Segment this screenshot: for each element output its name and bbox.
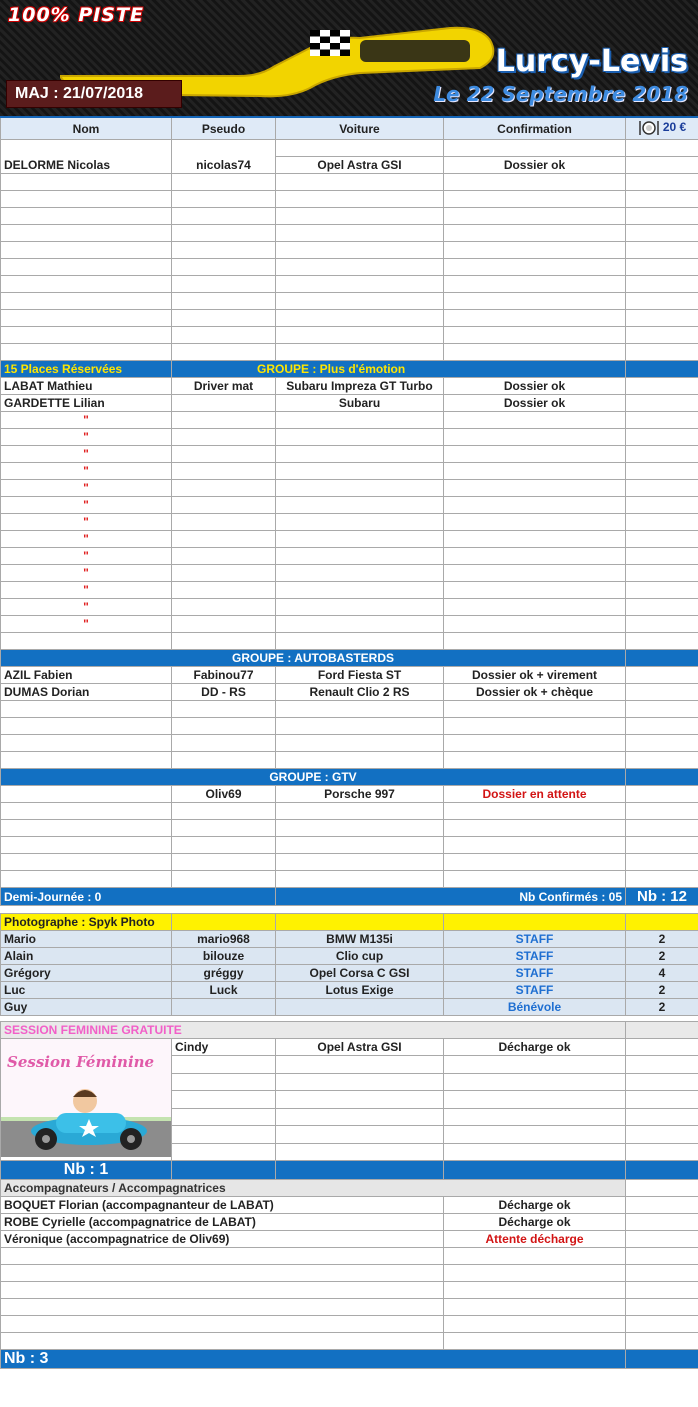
- ditto-mark: ": [1, 514, 172, 531]
- table-row: [1, 667, 698, 684]
- cell-pseudo: nicolas74: [172, 157, 276, 174]
- cell-pseudo: Cindy: [172, 1039, 276, 1056]
- cell-voiture: Ford Fiesta ST: [276, 667, 444, 684]
- cell-voiture: Opel Astra GSI: [276, 1039, 444, 1056]
- feminine-session-header: [1, 1022, 698, 1039]
- companions-count: Nb : 3: [1, 1350, 626, 1369]
- cell-nom: Véronique (accompagnatrice de Oliv69): [1, 1231, 444, 1248]
- photographer: Photographe : Spyk Photo: [1, 914, 172, 931]
- header-voiture: Voiture: [276, 117, 444, 140]
- cell-count: 2: [626, 948, 698, 965]
- table-row: [1, 1214, 698, 1231]
- car-cartoon-icon: [1, 1039, 171, 1157]
- ditto-mark: ": [1, 412, 172, 429]
- table-row: [1, 157, 698, 174]
- ditto-mark: ": [1, 480, 172, 497]
- header-price: [626, 117, 698, 140]
- cell-nom: DELORME Nicolas: [1, 157, 172, 174]
- cell-count: 2: [626, 999, 698, 1016]
- registration-table: [0, 116, 698, 1369]
- header-confirmation: Confirmation: [444, 117, 626, 140]
- reserved-places: 15 Places Réservées: [1, 361, 172, 378]
- update-date: MAJ : 21/07/2018: [6, 80, 182, 108]
- cell-nom: Grégory: [1, 965, 172, 982]
- header-nom: Nom: [1, 117, 172, 140]
- cell-confirmation: Attente décharge: [444, 1231, 626, 1248]
- cell-pseudo: DD - RS: [172, 684, 276, 701]
- feminine-logo-text: Session Féminine: [7, 1053, 155, 1071]
- feminine-title: SESSION FEMININE GRATUITE: [1, 1022, 626, 1039]
- staff-row: [1, 931, 698, 948]
- table-row: [1, 395, 698, 412]
- event-date: Le 22 Septembre 2018: [433, 82, 688, 106]
- table-row: [1, 1231, 698, 1248]
- cell-confirmation: Dossier ok: [444, 157, 626, 174]
- cell-pseudo: mario968: [172, 931, 276, 948]
- cell-voiture: Subaru Impreza GT Turbo: [276, 378, 444, 395]
- photographer-row: [1, 914, 698, 931]
- cell-pseudo: Luck: [172, 982, 276, 999]
- staff-row: [1, 948, 698, 965]
- cell-confirmation: Dossier en attente: [444, 786, 626, 803]
- cell-confirmation: Décharge ok: [444, 1039, 626, 1056]
- cell-confirmation: STAFF: [444, 982, 626, 999]
- ditto-mark: ": [1, 463, 172, 480]
- header-row: [1, 117, 698, 140]
- summary-row: [1, 888, 698, 906]
- cell-voiture: Opel Corsa C GSI: [276, 965, 444, 982]
- price-value: 20 €: [662, 120, 687, 134]
- cell-confirmation: Dossier ok: [444, 395, 626, 412]
- cell-confirmation: Décharge ok: [444, 1197, 626, 1214]
- event-banner: [0, 0, 698, 116]
- companions-count-row: [1, 1350, 698, 1369]
- cell-pseudo: Driver mat: [172, 378, 276, 395]
- cell-pseudo: bilouze: [172, 948, 276, 965]
- header-pseudo: Pseudo: [172, 117, 276, 140]
- ditto-mark: ": [1, 599, 172, 616]
- cell-nom: Guy: [1, 999, 172, 1016]
- cell-nom: Alain: [1, 948, 172, 965]
- staff-row: [1, 982, 698, 999]
- cell-voiture: Lotus Exige: [276, 982, 444, 999]
- table-row: [1, 378, 698, 395]
- cell-confirmation: Dossier ok: [444, 378, 626, 395]
- meal-icon: [638, 118, 660, 136]
- nb-confirmes: Nb Confirmés : 05: [276, 888, 626, 906]
- cell-count: 2: [626, 931, 698, 948]
- cell-confirmation: Dossier ok + virement: [444, 667, 626, 684]
- cell-pseudo: gréggy: [172, 965, 276, 982]
- ditto-mark: ": [1, 429, 172, 446]
- group-title: GROUPE : GTV: [1, 769, 626, 786]
- staff-row: [1, 999, 698, 1016]
- cell-voiture: Opel Astra GSI: [276, 157, 444, 174]
- ditto-mark: ": [1, 497, 172, 514]
- ditto-mark: ": [1, 616, 172, 633]
- ditto-mark: ": [1, 531, 172, 548]
- table-row: [1, 140, 698, 157]
- nb-total: Nb : 12: [626, 888, 698, 906]
- cell-confirmation: STAFF: [444, 965, 626, 982]
- group-header-gtv: [1, 769, 698, 786]
- cell-confirmation: Décharge ok: [444, 1214, 626, 1231]
- brand-logo-text: 100% PISTE: [8, 4, 144, 26]
- cell-confirmation: Dossier ok + chèque: [444, 684, 626, 701]
- cell-confirmation: STAFF: [444, 931, 626, 948]
- cell-confirmation: Bénévole: [444, 999, 626, 1016]
- event-city: Lurcy-Levis: [495, 44, 688, 79]
- group-header-plus-emotion: [1, 361, 698, 378]
- group-header-autobasterds: [1, 650, 698, 667]
- ditto-mark: ": [1, 565, 172, 582]
- ditto-mark: ": [1, 548, 172, 565]
- staff-row: [1, 965, 698, 982]
- cell-pseudo: Fabinou77: [172, 667, 276, 684]
- group-title: GROUPE : AUTOBASTERDS: [1, 650, 626, 667]
- cell-voiture: Renault Clio 2 RS: [276, 684, 444, 701]
- cell-count: 2: [626, 982, 698, 999]
- cell-nom: BOQUET Florian (accompagnanteur de LABAT): [1, 1197, 444, 1214]
- cell-nom: DUMAS Dorian: [1, 684, 172, 701]
- table-row: [1, 1197, 698, 1214]
- cell-voiture: Clio cup: [276, 948, 444, 965]
- table-row: [1, 786, 698, 803]
- feminine-count: Nb : 1: [1, 1161, 172, 1180]
- companions-title: Accompagnateurs / Accompagnatrices: [1, 1180, 626, 1197]
- cell-pseudo: Oliv69: [172, 786, 276, 803]
- demi-journee: Demi-Journée : 0: [1, 888, 276, 906]
- feminine-count-row: [1, 1161, 698, 1180]
- cell-nom: ROBE Cyrielle (accompagnatrice de LABAT): [1, 1214, 444, 1231]
- feminine-logo: [1, 1039, 172, 1161]
- cell-nom: GARDETTE Lilian: [1, 395, 172, 412]
- cell-nom: Mario: [1, 931, 172, 948]
- table-row: [1, 1039, 698, 1056]
- cell-nom: AZIL Fabien: [1, 667, 172, 684]
- ditto-mark: ": [1, 446, 172, 463]
- companions-header: [1, 1180, 698, 1197]
- cell-voiture: BMW M135i: [276, 931, 444, 948]
- cell-voiture: Porsche 997: [276, 786, 444, 803]
- cell-confirmation: STAFF: [444, 948, 626, 965]
- ditto-mark: ": [1, 582, 172, 599]
- table-row: [1, 684, 698, 701]
- cell-count: 4: [626, 965, 698, 982]
- cell-nom: LABAT Mathieu: [1, 378, 172, 395]
- group-title: GROUPE : Plus d'émotion: [172, 361, 626, 378]
- cell-voiture: Subaru: [276, 395, 444, 412]
- cell-nom: Luc: [1, 982, 172, 999]
